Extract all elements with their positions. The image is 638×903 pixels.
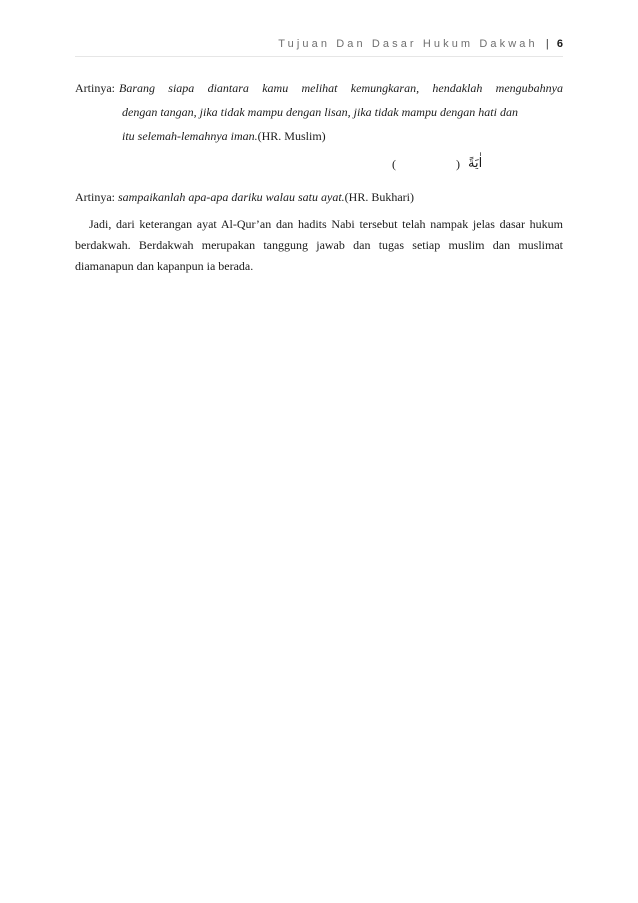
artinya-label-2: Artinya:	[75, 190, 115, 204]
artinya-label: Artinya:	[75, 81, 115, 95]
running-header	[75, 36, 563, 57]
header-title: Tujuan Dan Dasar Hukum Dakwah	[278, 38, 538, 50]
hadith-muslim-line3-text: itu selemah-lemahnya iman.	[122, 129, 258, 143]
hadith-muslim-source: (HR. Muslim)	[257, 129, 326, 143]
hadith-bukhari-translation	[75, 185, 563, 209]
hadith-muslim-continuation	[75, 100, 563, 148]
hadith-muslim-line2: dengan tangan, jika tidak mampu dengan lisan, jika tidak mampu dengan hati dan	[122, 105, 518, 119]
hadith-bukhari-source: (HR. Bukhari)	[344, 190, 414, 204]
conclusion-paragraph: Jadi, dari keterangan ayat Al-Qur’an dan hadits Nabi tersebut telah nampak jelas dasar hukum berdakwah. Berdakwah merupakan tanggung jawab dan tugas setiap muslim dan muslimat diamanapun dan kapanpun ia berada.	[75, 217, 563, 273]
hadith-muslim-first-line	[75, 76, 563, 100]
header-separator: |	[545, 38, 549, 50]
hadith-bukhari-text: sampaikanlah apa-apa dariku walau satu ayat.	[118, 190, 345, 204]
arabic-close-paren: )	[456, 157, 460, 171]
arabic-word: اٰيَةً	[468, 156, 483, 171]
hadith-muslim-line3	[122, 124, 563, 148]
hadith-muslim-translation	[75, 76, 563, 148]
hadith-muslim-line1: Barang siapa diantara kamu melihat kemungkaran, hendaklah mengubahnya	[119, 81, 563, 95]
page-number: 6	[556, 38, 563, 50]
arabic-open-paren: (	[392, 157, 396, 171]
arabic-hadith-line	[75, 152, 563, 176]
